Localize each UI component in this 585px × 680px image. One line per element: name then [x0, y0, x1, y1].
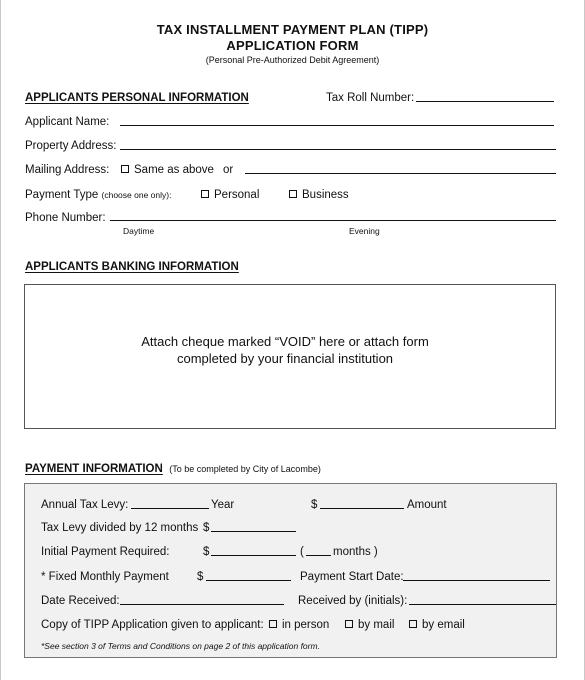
- page-border-left: [0, 0, 1, 680]
- fixed-monthly-label: * Fixed Monthly Payment: [41, 571, 169, 583]
- payment-type-label: Payment Type: [25, 189, 99, 201]
- by-mail-option[interactable]: [345, 619, 394, 631]
- business-option[interactable]: [289, 189, 349, 201]
- initial-payment-label: Initial Payment Required:: [41, 546, 170, 558]
- void-cheque-line1: Attach cheque marked “VOID” here or attach form: [141, 334, 429, 349]
- applicant-name-field[interactable]: [120, 125, 554, 126]
- payment-type-row: [25, 189, 171, 201]
- property-address-label: Property Address:: [25, 140, 117, 152]
- fixed-monthly-dollar-sign: $: [197, 571, 204, 583]
- in-person-checkbox[interactable]: [269, 620, 277, 628]
- levy-dollar-sign: $: [311, 499, 318, 511]
- months-label: months ): [333, 546, 378, 558]
- mailing-address-label: Mailing Address:: [25, 164, 110, 176]
- levy-divided-dollar-sign: $: [203, 522, 210, 534]
- by-mail-label: by mail: [358, 619, 395, 631]
- same-as-above-option[interactable]: [121, 164, 214, 176]
- date-received-field[interactable]: [120, 604, 284, 605]
- personal-checkbox[interactable]: [201, 190, 209, 198]
- applicant-name-label: Applicant Name:: [25, 116, 110, 128]
- phone-number-label: Phone Number:: [25, 212, 106, 224]
- or-label: or: [223, 164, 234, 176]
- void-cheque-line2: completed by your financial institution: [176, 351, 394, 366]
- copy-given-label: Copy of TIPP Application given to applicant:: [41, 619, 264, 631]
- by-email-option[interactable]: [409, 619, 465, 631]
- business-option-label: Business: [302, 189, 349, 201]
- same-as-above-checkbox[interactable]: [121, 165, 129, 173]
- start-date-label: Payment Start Date:: [300, 571, 404, 583]
- payment-type-hint: (choose one only):: [101, 190, 172, 200]
- levy-divided-label: Tax Levy divided by 12 months: [41, 522, 199, 534]
- initial-payment-dollar-sign: $: [203, 546, 210, 558]
- personal-option-label: Personal: [214, 189, 260, 201]
- annual-levy-year-field[interactable]: [131, 508, 209, 509]
- mailing-address-field[interactable]: [245, 173, 556, 174]
- in-person-option[interactable]: [269, 619, 329, 631]
- date-received-label: Date Received:: [41, 595, 120, 607]
- tax-roll-field[interactable]: [416, 101, 554, 102]
- terms-footnote: *See section 3 of Terms and Conditions on page 2 of this application form.: [41, 641, 320, 651]
- by-email-label: by email: [422, 619, 465, 631]
- personal-option[interactable]: [201, 189, 259, 201]
- evening-label: Evening: [349, 226, 380, 236]
- amount-label: Amount: [407, 499, 447, 511]
- payment-section-header: [25, 459, 321, 477]
- fixed-monthly-field[interactable]: [206, 580, 291, 581]
- daytime-label: Daytime: [123, 226, 155, 236]
- same-as-above-label: Same as above: [134, 164, 214, 176]
- by-mail-checkbox[interactable]: [345, 620, 353, 628]
- in-person-label: in person: [282, 619, 330, 631]
- open-paren: (: [300, 546, 304, 558]
- banking-section-title: APPLICANTS BANKING INFORMATION: [25, 261, 239, 273]
- property-address-field[interactable]: [120, 149, 556, 150]
- start-date-field[interactable]: [403, 580, 550, 581]
- received-by-label: Received by (initials):: [298, 595, 408, 607]
- personal-section-title: APPLICANTS PERSONAL INFORMATION: [25, 92, 249, 104]
- levy-divided-field[interactable]: [211, 531, 296, 532]
- received-by-field[interactable]: [409, 604, 556, 605]
- annual-levy-amount-field[interactable]: [320, 508, 404, 509]
- payment-section-note: (To be completed by City of Lacombe): [169, 464, 321, 474]
- form-title: TAX INSTALLMENT PAYMENT PLAN (TIPP): [156, 22, 429, 37]
- annual-levy-label: Annual Tax Levy:: [41, 499, 129, 511]
- initial-months-field[interactable]: [306, 555, 331, 556]
- phone-number-field[interactable]: [110, 220, 556, 221]
- form-subtitle: (Personal Pre-Authorized Debit Agreement): [205, 55, 380, 65]
- tax-roll-label: Tax Roll Number:: [326, 92, 415, 104]
- year-label: Year: [211, 499, 235, 511]
- initial-payment-field[interactable]: [211, 555, 296, 556]
- payment-section-title: PAYMENT INFORMATION: [25, 463, 163, 475]
- by-email-checkbox[interactable]: [409, 620, 417, 628]
- business-checkbox[interactable]: [289, 190, 297, 198]
- form-title-line2: APPLICATION FORM: [226, 38, 359, 53]
